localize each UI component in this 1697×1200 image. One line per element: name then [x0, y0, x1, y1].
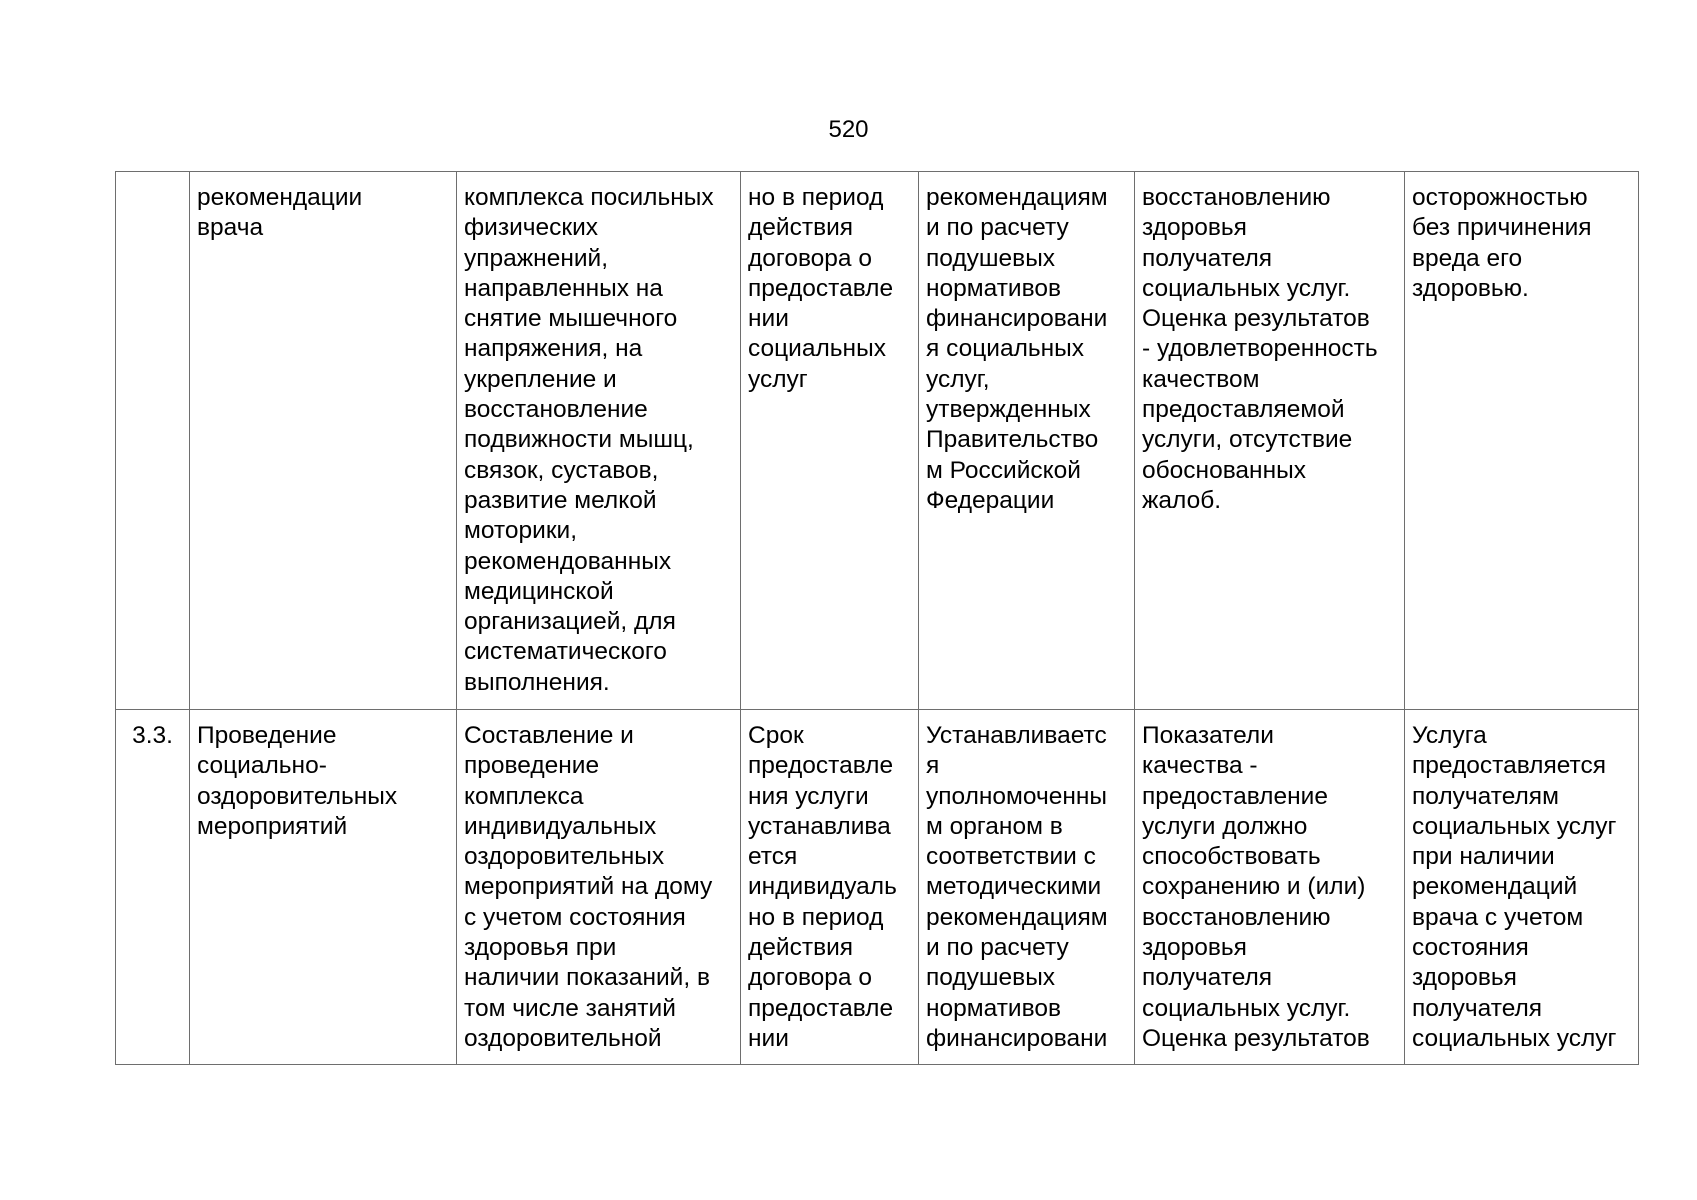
table-row [116, 172, 1639, 710]
service-description-cell: Составление и проведение комплекса индивидуальных оздоровительных мероприятий на дому с учетом состояния здоровья при наличии показаний, в том числе занятий оздоровительной [457, 710, 741, 1065]
service-cost-cell: Устанавливаетс я уполномоченны м органом в соответствии с методическими рекомендациям и по расчету подушевых нормативов финансировани [919, 710, 1135, 1065]
service-cost-cell: рекомендациям и по расчету подушевых нормативов финансировани я социальных услуг, утвержденных Правительство м Российской Федерации [919, 172, 1135, 710]
service-term-cell: но в период действия договора о предоставле нии социальных услуг [741, 172, 919, 710]
row-number-cell [116, 172, 190, 710]
table-row [116, 710, 1639, 1065]
service-conditions-cell: осторожностью без причинения вреда его здоровью. [1405, 172, 1639, 710]
quality-indicators-cell: восстановлению здоровья получателя социальных услуг. Оценка результатов - удовлетворенность качеством предоставляемой услуги, отсутствие обоснованных жалоб. [1135, 172, 1405, 710]
services-table [115, 171, 1639, 1065]
service-name-cell: Проведение социально- оздоровительных мероприятий [190, 710, 457, 1065]
service-conditions-cell: Услуга предоставляется получателям социальных услуг при наличии рекомендаций врача с учетом состояния здоровья получателя социальных услуг [1405, 710, 1639, 1065]
quality-indicators-cell: Показатели качества - предоставление услуги должно способствовать сохранению и (или) восстановлению здоровья получателя социальных услуг. Оценка результатов [1135, 710, 1405, 1065]
service-term-cell: Срок предоставле ния услуги устанавлива ется индивидуаль но в период действия договора о предоставле нии [741, 710, 919, 1065]
service-name-cell: рекомендации врача [190, 172, 457, 710]
row-number-cell: 3.3. [116, 710, 190, 1065]
service-description-cell: комплекса посильных физических упражнений, направленных на снятие мышечного напряжения, на укрепление и восстановление подвижности мышц, связок, суставов, развитие мелкой моторики, рекомендованных медицинской организацией, для систематического выполнения. [457, 172, 741, 710]
page-number: 520 [828, 116, 869, 143]
